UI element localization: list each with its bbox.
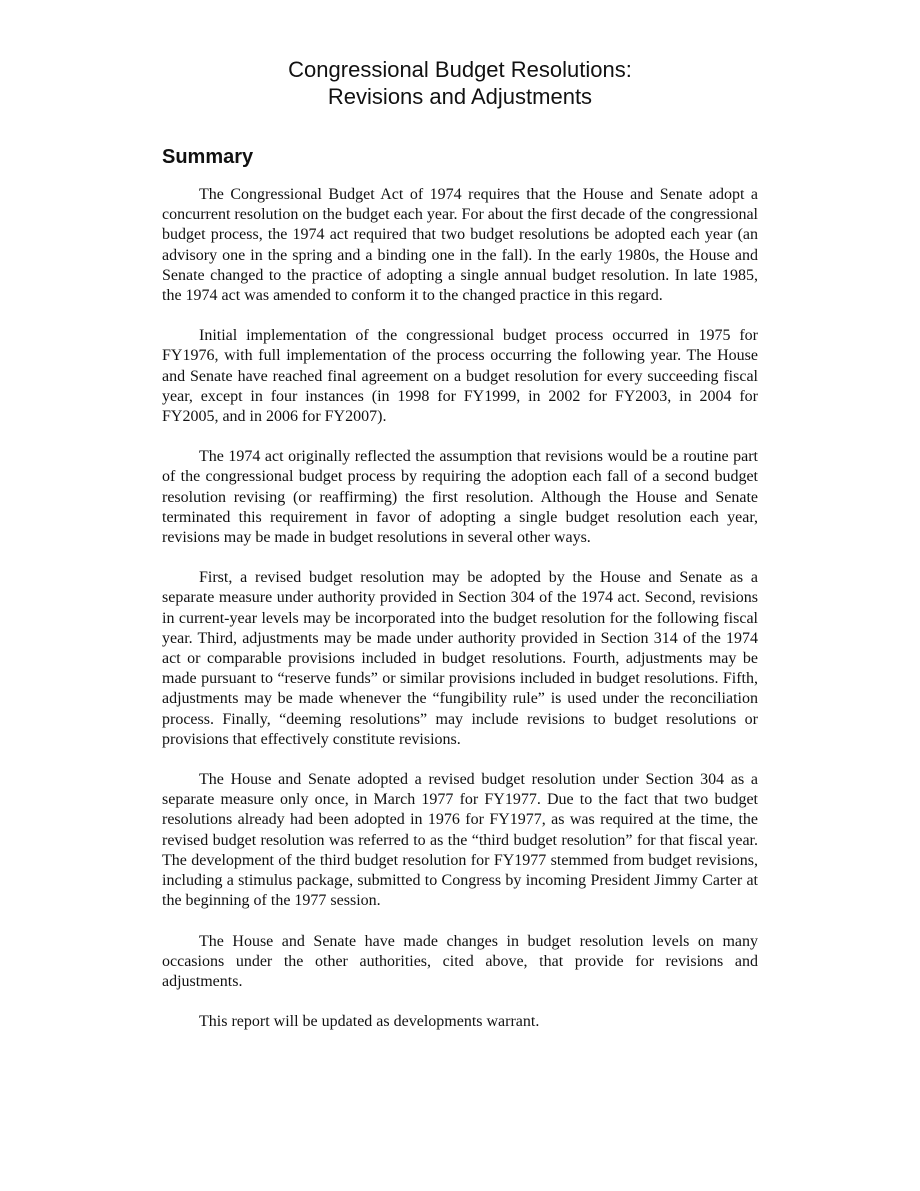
document-title [162, 56, 758, 110]
summary-body [162, 185, 758, 1032]
document-page [162, 0, 758, 1052]
summary-heading: Summary [162, 146, 254, 168]
title-line-2: Revisions and Adjustments [327, 84, 593, 109]
summary-paragraph-5: The House and Senate adopted a revised budget resolution under Section 304 as a separate measure only once, in March 1977 for FY1977. Due to the fact that two budget resolutions already had been adopted in 1976 for FY1977, as was required at the time, the revised budget resolution was referred to as the “third budget resolution” for that fiscal year. The development of the third budget resolution for FY1977 stemmed from budget revisions, including a stimulus package, submitted to Congress by incoming President Jimmy Carter at the beginning of the 1977 session. [162, 771, 758, 910]
summary-paragraph-4: First, a revised budget resolution may be adopted by the House and Senate as a separate measure under authority provided in Section 304 of the 1974 act. Second, revisions in current-year levels may be incorporated into the budget resolution for the following fiscal year. Third, adjustments may be made under authority provided in Section 314 of the 1974 act or comparable provisions included in budget resolutions. Fourth, adjustments may be made pursuant to “reserve funds” or similar provisions included in budget resolutions. Fifth, adjustments may be made whenever the “fungibility rule” is used under the reconciliation process. Finally, “deeming resolutions” may include revisions to budget resolutions or provisions that effectively constitute revisions. [162, 569, 758, 748]
summary-paragraph-1: The Congressional Budget Act of 1974 requires that the House and Senate adopt a concurrent resolution on the budget each year. For about the first decade of the congressional budget process, the 1974 act required that two budget resolutions be adopted each year (an advisory one in the spring and a binding one in the fall). In the early 1980s, the House and Senate changed to the practice of adopting a single annual budget resolution. In late 1985, the 1974 act was amended to conform it to the changed practice in this regard. [162, 186, 758, 305]
title-line-1: Congressional Budget Resolutions: [288, 57, 632, 82]
summary-paragraph-7: This report will be updated as developments warrant. [199, 1013, 540, 1031]
summary-paragraph-6: The House and Senate have made changes in budget resolution levels on many occasions under the other authorities, cited above, that provide for revisions and adjustments. [162, 932, 758, 990]
summary-paragraph-3: The 1974 act originally reflected the assumption that revisions would be a routine part of the congressional budget process by requiring the adoption each fall of a second budget resolution revising (or reaffirming) the first resolution. Although the House and Senate terminated this requirement in favor of adopting a single budget resolution each year, revisions may be made in budget resolutions in several other ways. [162, 448, 758, 547]
summary-paragraph-2: Initial implementation of the congressional budget process occurred in 1975 for FY1976, with full implementation of the process occurring the following year. The House and Senate have reached final agreement on a budget resolution for every succeeding fiscal year, except in four instances (in 1998 for FY1999, in 2002 for FY2003, in 2004 for FY2005, and in 2006 for FY2007). [162, 327, 758, 426]
